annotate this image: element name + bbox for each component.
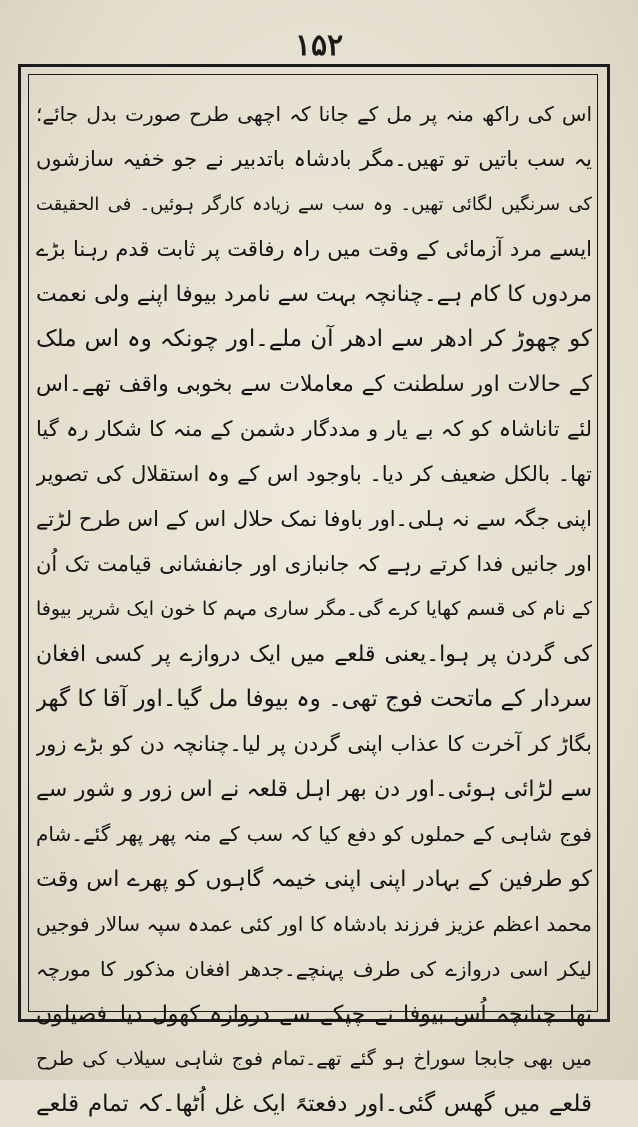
text-line-6: کو چھوڑ کر ادھر سے ادھر آن ملے۔اور چونکہ وہ اس ملک	[36, 326, 592, 352]
text-line-22: میں بھی جابجا سوراخ ہو گئے تھے۔تمام فوج شاہی سیلاب کی طرح	[36, 1048, 592, 1070]
text-line-11: اور جانیں فدا کرتے رہے کہ جانبازی اور جانفشانی قیامت تک اُن	[36, 552, 592, 576]
text-line-10: اپنی جگہ سے نہ ہلی۔اور باوفا نمک حلال اس کے اس طرح لڑتے	[36, 507, 592, 531]
page-number: ۱۵۲	[294, 28, 344, 63]
text-line-16: سے لڑائی ہوئی۔اور دن بھر اہل قلعہ نے اس زور و شور سے	[36, 777, 592, 802]
text-line-19: محمد اعظم عزیز فرزند بادشاہ کا اور کئی عمدہ سپہ سالار فوجیں	[36, 912, 592, 936]
text-line-9: تھا۔ بالکل ضعیف کر دیا۔ باوجود اس کے وہ استقلال کی تصویر	[36, 462, 592, 486]
text-line-4: ایسے مرد آزمائی کے وقت میں راہ رفاقت پر ثابت قدم رہنا بڑے	[36, 237, 592, 261]
text-line-2: یہ سب باتیں تو تھیں۔مگر بادشاہ باتدبیر نے جو خفیہ سازشوں	[36, 147, 592, 171]
text-line-21: تھا۔چنانچہ اُس بیوفا نے چپکے سے دروازہ کھول دیا۔فصیلوں	[36, 1002, 592, 1027]
text-line-14: سردار کے ماتحت فوج تھی۔ وہ بیوفا مل گیا۔اور آقا کا گھر	[36, 686, 592, 712]
text-line-20: لیکر اسی دروازے کی طرف پہنچے۔جدھر افغان مذکور کا مورچہ	[36, 957, 592, 981]
text-line-5: مردوں کا کام ہے۔چنانچہ بہت سے نامرد بیوفا اپنے ولی نعمت	[36, 282, 592, 307]
urdu-text-body	[36, 92, 592, 1117]
text-line-1: اس کی راکھ منہ پر مل کے جانا کہ اچھی طرح صورت بدل جائے؛	[36, 102, 592, 126]
text-line-3: کی سرنگیں لگائی تھیں۔ وہ سب سے زیادہ کارگر ہوئیں۔ فی الحقیقت	[36, 194, 592, 215]
text-line-17: فوج شاہی کے حملوں کو دفع کیا کہ سب کے منہ پھر پھر گئے۔شام	[36, 822, 592, 846]
text-line-13: کی گردن پر ہوا۔یعنی قلعے میں ایک دروازے پر کسی افغان	[36, 642, 592, 667]
text-line-18: کو طرفین کے بہادر اپنی اپنی خیمہ گاہوں کو پھرے اس وقت	[36, 867, 592, 892]
text-line-8: لئے تاناشاہ کو کہ بے یار و مددگار دشمن کے منہ کا شکار رہ گیا	[36, 417, 592, 441]
text-line-23: قلعے میں گھس گئی۔اور دفعتہً ایک غل اُٹھا۔کہ تمام قلعے	[36, 1091, 592, 1117]
text-line-15: بگاڑ کر آخرت کا عذاب اپنی گردن پر لیا۔چنانچہ دن کو بڑے زور	[36, 732, 592, 756]
text-line-12: کے نام کی قسم کھایا کرے گی۔مگر ساری مہم کا خون ایک شریر بیوفا	[36, 598, 592, 620]
text-line-7: کے حالات اور سلطنت کے معاملات سے بخوبی واقف تھے۔اس	[36, 372, 592, 397]
